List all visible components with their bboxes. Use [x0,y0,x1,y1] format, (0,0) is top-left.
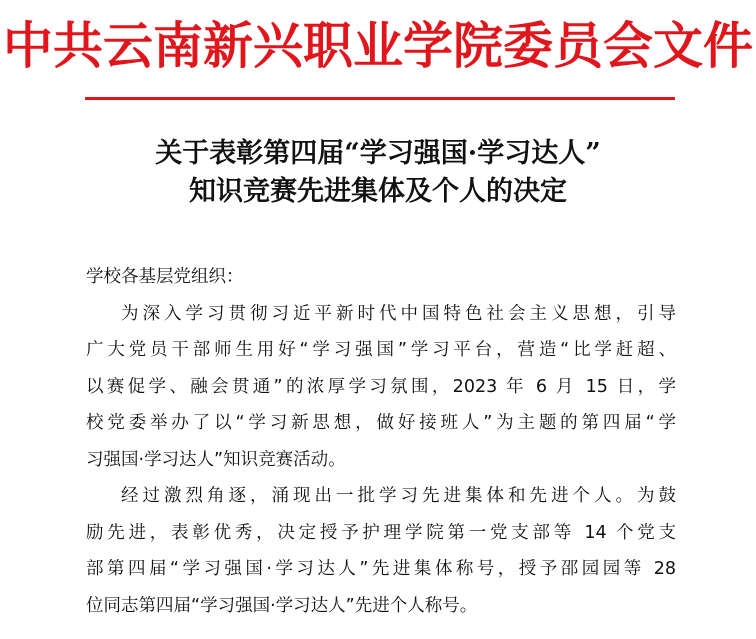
paragraph-1 [86,296,676,479]
document-title-line-1: 关于表彰第四届“学习强国·学习达人” [155,138,601,169]
paragraph-line: 校党委举办了以“学习新思想，做好接班人”为主题的第四届“学 [86,413,676,433]
paragraph-2 [86,478,676,624]
salutation: 学校各基层党组织： [86,267,244,287]
paragraph-line: 广大党员干部师生用好“学习强国”学习平台，营造“比学赶超、 [86,340,676,360]
paragraph-line: 位同志第四届“学习强国·学习达人”先进个人称号。 [86,595,478,616]
masthead-red-rule [85,97,675,100]
paragraph-line: 部第四届“学习强国·学习达人”先进集体称号，授予邵园园等 28 [86,559,676,579]
paragraph-line: 以赛促学、融会贯通”的浓厚学习氛围，2023 年 6 月 15 日，学 [86,376,676,397]
document-body [86,259,676,624]
paragraph-line: 励先进，表彰优秀，决定授予护理学院第一党支部等 14 个党支 [86,522,676,543]
document-title-line-2: 知识竞赛先进集体及个人的决定 [189,176,567,207]
paragraph-line: 经过激烈角逐，涌现出一批学习先进集体和先进个人。为鼓 [121,486,676,506]
paragraph-line: 习强国·学习达人”知识竞赛活动。 [86,449,346,470]
paragraph-line: 为深入学习贯彻习近平新时代中国特色社会主义思想，引导 [121,303,676,324]
masthead-title: 中共云南新兴职业学院委员会文件 [3,16,753,75]
